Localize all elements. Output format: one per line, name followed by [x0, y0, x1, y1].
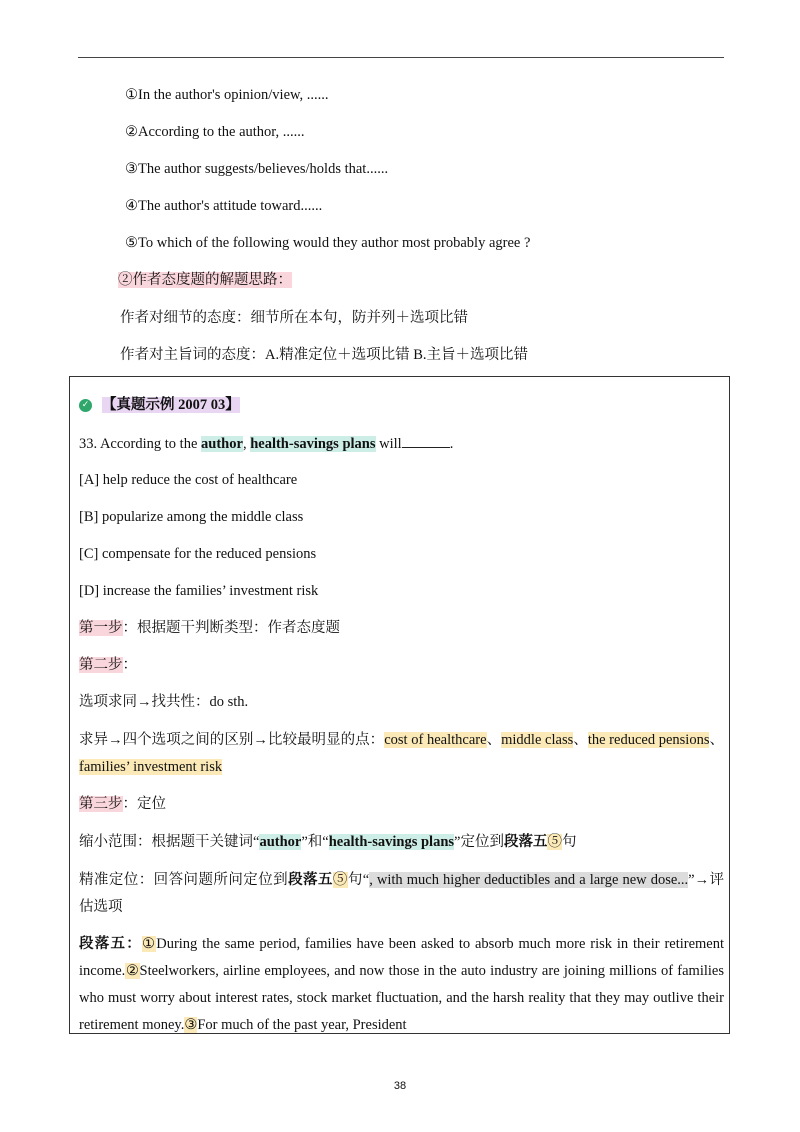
step2-label: 第二步: [79, 657, 123, 673]
option-c: [C] compensate for the reduced pensions: [79, 546, 317, 562]
check-circle-icon: ✓: [79, 399, 92, 412]
approach-detail: 作者对细节的态度：细节所在本句，防并列＋选项比错: [120, 310, 468, 326]
pattern-5: ⑤To which of the following would they author most probably agree ?: [125, 235, 531, 251]
step3-label: 第三步: [79, 796, 123, 812]
paragraph-five: 段落五：①During the same period, families have been asked to absorb much more risk in their retirement income.②Steelworkers, airline employees, and now those in the auto industry are joining millions of families who must worry about interest rates, stock market fluctuation, and the harsh reality that they may outlive their retirement money.③For much of the past year, President: [79, 936, 725, 1033]
step1-label: 第一步: [79, 620, 123, 636]
option-a: [A] help reduce the cost of healthcare: [79, 472, 298, 488]
answer-blank: [402, 433, 450, 448]
step3-line: 第三步：定位: [79, 796, 166, 812]
question-line: 33. According to the author, health-savings plans will .: [79, 433, 453, 454]
approach-heading: ②作者态度题的解题思路：: [118, 272, 292, 288]
narrow-line: 缩小范围：根据题干关键词“author”和“health-savings plans”定位到段落五⑤句: [79, 834, 577, 850]
diff-paragraph: 求异→四个选项之间的区别→比较最明显的点：cost of healthcare、middle class、the reduced pensions、families’ investment risk: [79, 732, 725, 775]
keyword-author: author: [201, 436, 243, 452]
pattern-1: ①In the author's opinion/view, ......: [125, 87, 329, 103]
option-b: [B] popularize among the middle class: [79, 509, 304, 525]
example-title: 【真题示例 2007 03】: [102, 397, 240, 413]
precise-paragraph: 精准定位：回答问题所问定位到段落五⑤句“, with much higher deductibles and a large new dose...”→评估选项: [79, 872, 725, 915]
step1-line: 第一步：根据题干判断类型：作者态度题: [79, 620, 340, 636]
example-box: [69, 376, 730, 1034]
common-line: 选项求同→找共性：do sth.: [79, 694, 249, 710]
pattern-4: ④The author's attitude toward......: [125, 198, 323, 214]
header-rule: [78, 57, 724, 58]
page-number: 38: [393, 1080, 407, 1092]
pattern-3: ③The author suggests/believes/holds that......: [125, 161, 389, 177]
approach-theme: 作者对主旨词的态度：A.精准定位＋选项比错 B.主旨＋选项比错: [120, 347, 529, 363]
step2-line: 第二步：: [79, 657, 137, 673]
option-d: [D] increase the families’ investment risk: [79, 583, 319, 599]
keyword-health-savings: health-savings plans: [250, 436, 376, 452]
pattern-2: ②According to the author, ......: [125, 124, 305, 140]
